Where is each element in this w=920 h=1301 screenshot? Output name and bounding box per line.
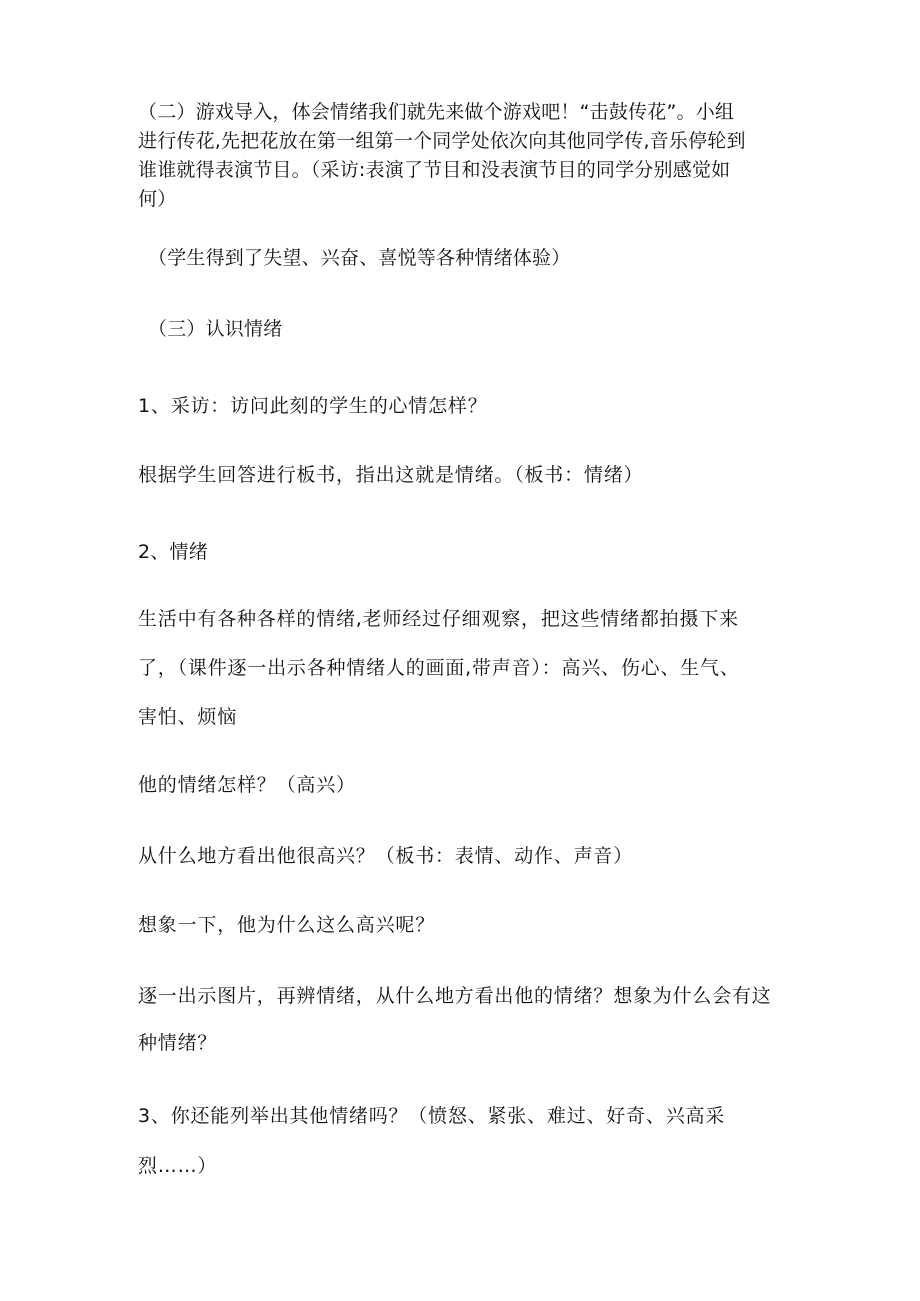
paragraph-line: 了，（课件逐一出示各种情绪人的画面,带声音）：高兴、伤心、生气、 — [138, 657, 740, 679]
paragraph-line: 进行传花,先把花放在第一组第一个同学处依次向其他同学传,音乐停轮到 — [138, 130, 746, 152]
list-item-heading: 1、采访：访问此刻的学生的心情怎样？ — [138, 395, 488, 417]
paragraph-line: 何） — [138, 188, 177, 210]
paragraph-line: 生活中有各种各样的情绪,老师经过仔细观察，把这些情绪都拍摄下来 — [138, 608, 739, 630]
paragraph-line: （二）游戏导入，体会情绪我们就先来做个游戏吧！“击鼓传花”。小组 — [138, 101, 735, 123]
paragraph-line: 逐一出示图片，再辨情绪，从什么地方看出他的情绪？想象为什么会有这 — [138, 985, 772, 1007]
paragraph-line: 烈……） — [138, 1155, 218, 1177]
paragraph-line: 想象一下，他为什么这么高兴呢？ — [138, 914, 436, 936]
list-item-heading: 3、你还能列举出其他情绪吗？（愤怒、紧张、难过、好奇、兴高采 — [138, 1105, 726, 1127]
paragraph-line: 他的情绪怎样？（高兴） — [138, 774, 356, 796]
section-heading: （三）认识情绪 — [148, 318, 283, 340]
paragraph-line: 从什么地方看出他很高兴？（板书：表情、动作、声音） — [138, 845, 634, 867]
paragraph-line: 害怕、烦恼 — [138, 706, 238, 728]
list-item-heading: 2、情绪 — [138, 541, 208, 563]
paragraph-line: 种情绪？ — [138, 1032, 218, 1054]
paragraph-line: 根据学生回答进行板书，指出这就是情绪。（板书：情绪） — [138, 464, 644, 486]
paragraph-line: 谁谁就得表演节目。（采访:表演了节目和没表演节目的同学分别感觉如 — [138, 159, 731, 181]
paragraph-line: （学生得到了失望、兴奋、喜悦等各种情绪体验） — [148, 247, 571, 269]
